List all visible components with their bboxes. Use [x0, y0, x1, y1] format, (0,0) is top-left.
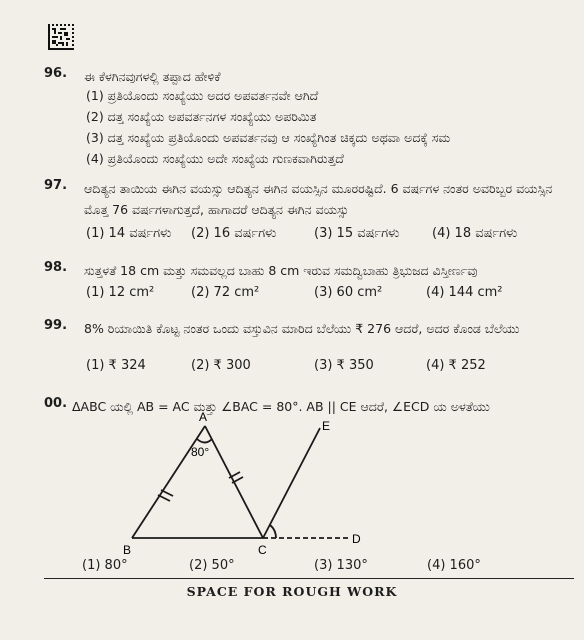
option-4[interactable]: (4) ₹ 252 — [426, 358, 486, 373]
question-number: 99. — [44, 318, 68, 333]
option-3[interactable]: (3) ₹ 350 — [314, 358, 374, 373]
option-1[interactable]: (1) ₹ 324 — [86, 358, 146, 373]
option-4[interactable]: (4) 144 cm² — [426, 285, 503, 300]
question-text: 8% ರಿಯಾಯಿತಿ ಕೊಟ್ಟ ನಂತರ ಒಂದು ವಸ್ತುವಿನ ಮಾರಿದ ಬೆಲೆಯು ₹ 276 ಆದರೆ, ಅದರ ಕೊಂಡ ಬೆಲೆಯು — [84, 321, 520, 336]
option-4[interactable]: (4) 160° — [427, 558, 481, 573]
option-3[interactable]: (3) 130° — [314, 558, 368, 573]
ray-ce — [263, 428, 320, 538]
question-text: ಆದಿತ್ಯನ ತಾಯಿಯ ಈಗಿನ ವಯಸ್ಸು ಆದಿತ್ಯನ ಈಗಿನ ವಯಸ್ಸಿನ ಮೂರರಷ್ಟಿದೆ. 6 ವರ್ಷಗಳ ನಂತರ ಅವರಿಬ್ಬರ ವಯಸ್ಸಿನ ಮೊತ್ತ 76 ವರ್ಷಗಳಾಗುತ್ತದೆ, ಹಾಗಾದರೆ ಆದಿತ್ಯನ ಈಗಿನ ವಯಸ್ಸು — [84, 181, 553, 217]
option-2[interactable]: (2) ದತ್ತ ಸಂಖ್ಯೆಯ ಅಪವರ್ತನಗಳ ಸಂಖ್ಯೆಯು ಅಪರಿಮಿತ — [86, 109, 317, 124]
angle-arc-c — [270, 525, 276, 538]
option-1[interactable]: (1) 80° — [82, 558, 128, 573]
data-matrix-code — [48, 24, 74, 50]
label-d: D — [352, 532, 361, 546]
question-number: 00. — [44, 396, 68, 411]
question-number: 97. — [44, 178, 68, 193]
label-e: E — [322, 419, 331, 433]
side-ab — [132, 426, 205, 538]
question-number: 98. — [44, 260, 68, 275]
option-3[interactable]: (3) 15 ವರ್ಷಗಳು — [314, 226, 400, 241]
label-a: A — [199, 410, 208, 424]
divider-line — [44, 578, 574, 579]
option-3[interactable]: (3) ದತ್ತ ಸಂಖ್ಯೆಯ ಪ್ರತಿಯೊಂದು ಅಪವರ್ತನವು ಆ ಸಂಖ್ಯೆಗಿಂತ ಚಿಕ್ಕದು ಅಥವಾ ಅದಕ್ಕೆ ಸಮ — [86, 130, 451, 145]
option-2[interactable]: (2) 72 cm² — [191, 285, 260, 300]
question-text: ಈ ಕೆಳಗಿನವುಗಳಲ್ಲಿ ತಪ್ಪಾದ ಹೇಳಿಕೆ — [84, 69, 221, 84]
option-1[interactable]: (1) 12 cm² — [86, 285, 155, 300]
question-text: ಸುತ್ತಳತೆ 18 cm ಮತ್ತು ಸಮವಲ್ಲದ ಬಾಹು 8 cm ಇರುವ ಸಮದ್ವಿಬಾಹು ತ್ರಿಭುಜದ ವಿಸ್ತೀರ್ಣವು — [84, 263, 478, 278]
tick-ab — [161, 490, 173, 496]
option-1[interactable]: (1) 14 ವರ್ಷಗಳು — [86, 226, 172, 241]
label-b: B — [123, 543, 132, 557]
label-c: C — [258, 543, 267, 557]
option-4[interactable]: (4) ಪ್ರತಿಯೊಂದು ಸಂಖ್ಯೆಯು ಅದೇ ಸಂಖ್ಯೆಯ ಗುಣಕವಾಗಿರುತ್ತದೆ — [86, 151, 344, 166]
question-number: 96. — [44, 66, 68, 81]
angle-label-80: 80° — [191, 445, 210, 459]
rough-work-caption: SPACE FOR ROUGH WORK — [186, 584, 398, 599]
option-3[interactable]: (3) 60 cm² — [314, 285, 383, 300]
option-4[interactable]: (4) 18 ವರ್ಷಗಳು — [432, 226, 518, 241]
option-1[interactable]: (1) ಪ್ರತಿಯೊಂದು ಸಂಖ್ಯೆಯು ಅದರ ಅಪವರ್ತನವೇ ಆಗಿದೆ — [86, 88, 319, 103]
question-text: ΔABC ಯಲ್ಲಿ AB = AC ಮತ್ತು ∠BAC = 80°. AB || CE ಆದರೆ, ∠ECD ಯ ಅಳತೆಯು — [72, 399, 490, 414]
triangle-figure — [90, 408, 390, 558]
tick-ab-2 — [158, 495, 170, 501]
option-2[interactable]: (2) 16 ವರ್ಷಗಳು — [191, 226, 277, 241]
angle-arc-a — [197, 439, 212, 443]
option-2[interactable]: (2) 50° — [189, 558, 235, 573]
option-2[interactable]: (2) ₹ 300 — [191, 358, 251, 373]
